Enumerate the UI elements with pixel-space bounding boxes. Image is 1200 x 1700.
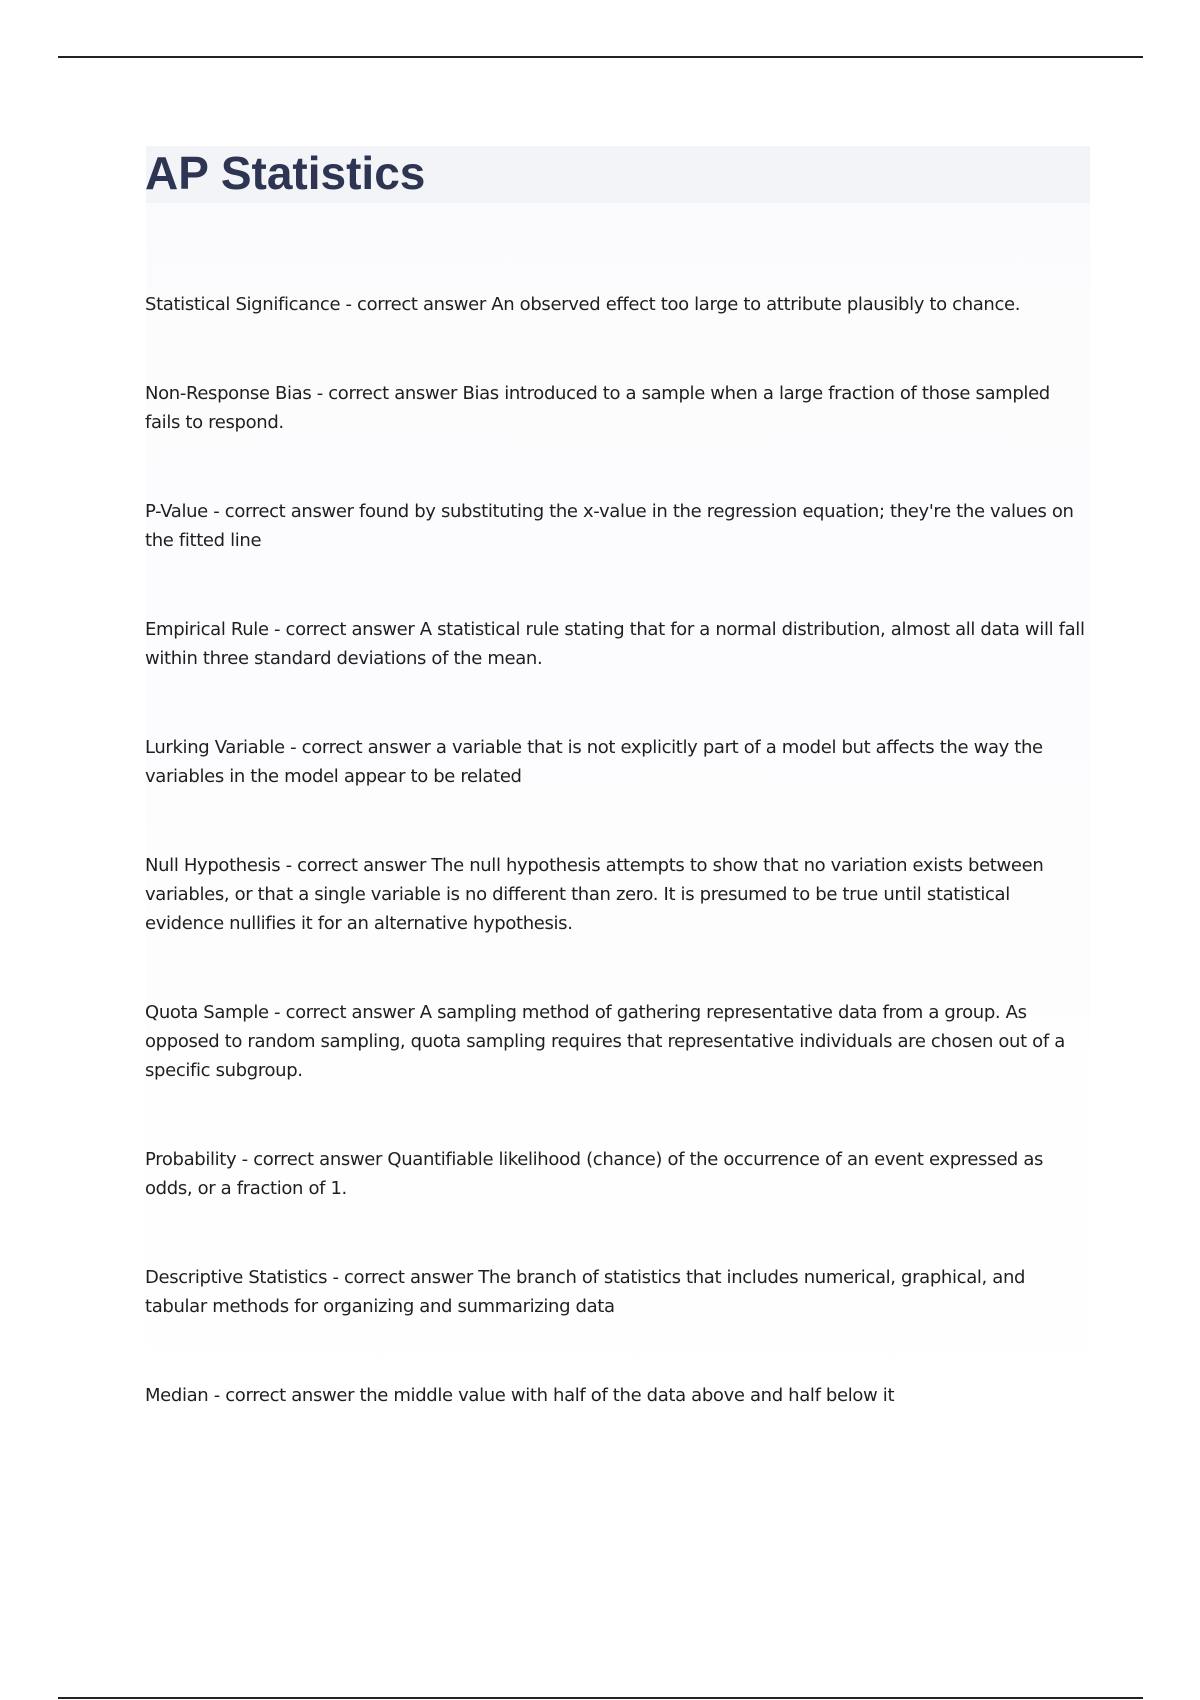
glossary-entry-null-hypothesis: Null Hypothesis - correct answer The null hypothesis attempts to show that no variation exists between variables, or that a single variable is no different than zero. It is presumed to be true until statistical evidence nullifies it for an alternative hypothesis.	[145, 855, 1044, 934]
page-title: AP Statistics	[145, 147, 426, 199]
glossary-entry-statistical-significance: Statistical Significance - correct answer An observed effect too large to attribute plausibly to chance.	[145, 294, 1021, 315]
bottom-divider	[58, 1697, 1143, 1699]
glossary-entry-non-response-bias: Non-Response Bias - correct answer Bias introduced to a sample when a large fraction of those sampled fails to respond.	[145, 383, 1050, 433]
glossary-list	[145, 290, 1085, 1470]
glossary-entry-probability: Probability - correct answer Quantifiable likelihood (chance) of the occurrence of an event expressed as odds, or a fraction of 1.	[145, 1149, 1044, 1199]
glossary-entry-median: Median - correct answer the middle value with half of the data above and half below it	[145, 1385, 895, 1406]
glossary-entry-descriptive-statistics: Descriptive Statistics - correct answer The branch of statistics that includes numerical, graphical, and tabular methods for organizing and summarizing data	[145, 1267, 1026, 1317]
glossary-entry-p-value: P-Value - correct answer found by substituting the x-value in the regression equation; they're the values on the fitted line	[145, 501, 1074, 551]
glossary-entry-lurking-variable: Lurking Variable - correct answer a variable that is not explicitly part of a model but affects the way the variables in the model appear to be related	[145, 737, 1043, 787]
glossary-entry-empirical-rule: Empirical Rule - correct answer A statistical rule stating that for a normal distribution, almost all data will fall within three standard deviations of the mean.	[145, 619, 1085, 669]
glossary-entry-quota-sample: Quota Sample - correct answer A sampling method of gathering representative data from a group. As opposed to random sampling, quota sampling requires that representative individuals are chosen out of a specific subgroup.	[145, 1002, 1065, 1081]
top-divider	[58, 56, 1143, 58]
